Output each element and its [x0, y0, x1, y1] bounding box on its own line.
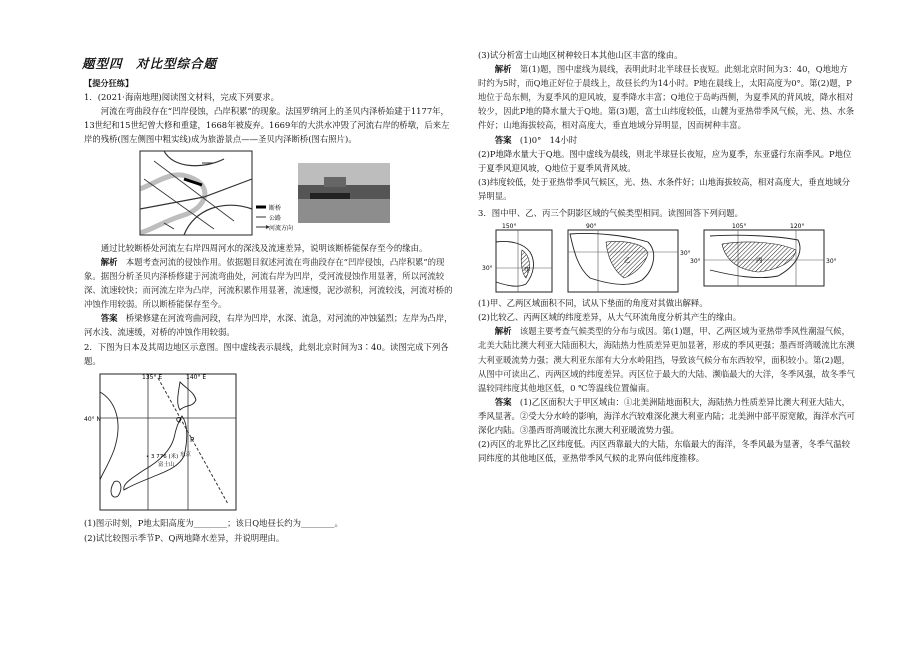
q1-ask: 通过比较断桥处河流左右岸四周河水的深浅及流速差异，说明该断桥能保存至今的缘由。	[100, 242, 428, 253]
q1-legend-label-1: 公路	[269, 214, 282, 222]
q3-jiexi: 该题主要考查气候类型的分布与成因。第(1)题，甲、乙两区域为亚热带季风性潮湿气候，北美大陆比澳大利亚大陆面积大，海陆热力性质差异更加显著，形成的季风更强；墨西哥湾暖流比东澳大利亚暖流势力强；澳大利亚东部有大分水岭阻挡，导致该气候分布东西较窄，面积较小。第(2)题，从图中可读出乙、丙两区域的纬度差异。丙区位于最大的大陆、濒临最大的大洋，冬季风强，故冬季气温较同纬度其他地区低，0 ℃等温线位置偏南。	[478, 326, 855, 393]
q2-label-40n: 40° N	[84, 416, 102, 424]
q2-answer1: (1)0° 14小时	[519, 134, 578, 145]
q3-label-30-d: 30°	[690, 258, 701, 266]
q3-label-bing: 丙	[756, 256, 763, 265]
q2-label-q: Q	[176, 416, 182, 425]
q3-answer1: (1)乙区面积大于甲区域由：①北美洲陆地面积大，海陆热力性质差异比澳大利亚大陆大，季风显著。②受大分水岭的影响，海洋水汽较难深化澳大利亚内陆；北美洲中部平原宽敞，海洋水汽可深化内陆。③墨西哥湾暖流比东澳大利亚暖流势力强。	[478, 396, 855, 435]
q1-answer-label: 答案	[100, 313, 118, 324]
q3-sub1: (1)甲、乙两区域面积不同，试从下垫面的角度对其做出解释。	[478, 298, 708, 309]
q2-sub1: (1)图示时刻，P地太阳高度为________；该日Q地昼长约为________。	[84, 518, 343, 529]
q3-answer-label: 答案	[494, 396, 512, 407]
q3-label-30-a: 30°	[482, 265, 493, 273]
q1-jiexi-label: 解析	[100, 256, 118, 267]
q3-label-30-b: 30°	[680, 250, 691, 258]
q3-label-30-c: 30°	[826, 258, 837, 266]
q1-figure	[84, 149, 456, 241]
q2-label-135e: 135° E	[142, 374, 163, 382]
q3-label-yi: 乙	[624, 256, 631, 265]
q2-answer3: (3)纬度较低，处于亚热带季风气候区，光、热、水条件好；山地海拔较高，相对高度大，垂直地域分异明显。	[478, 176, 850, 201]
q2-label-fuji: 富士山	[158, 462, 175, 469]
q1-figure-svg	[84, 149, 456, 241]
right-column	[478, 48, 856, 465]
q3-label-150: 150°	[502, 223, 517, 231]
q2-label-p: P	[190, 436, 195, 445]
q1-legend	[256, 207, 270, 229]
q2-sub3: (3)试分析富士山地区树种较日本其他山区丰富的缘由。	[478, 50, 683, 60]
q2-figure	[84, 370, 456, 516]
q2-stem: 2．下图为日本及其周边地区示意图。图中虚线表示晨线，此刻北京时间为3∶40。读图完成下列各题。	[84, 342, 449, 367]
q3-label-90: 90°	[586, 223, 597, 231]
q2-jiexi-label: 解析	[494, 64, 512, 75]
q3-jiexi-label: 解析	[494, 326, 512, 337]
section-tag: 【提分狂练】	[84, 78, 134, 89]
q2-jiexi: 第(1)题，图中虚线为晨线，表明此时北半球昼长夜短。此刻北京时间为3：40，Q地地方时约为5时，而Q地正好位于晨线上，故昼长约为14小时。P地在晨线上，太阳高度为0°。第(2)题，P地位于岛东侧，为夏季风的迎风坡，夏季降水丰富；Q地位于岛屿西侧，为夏季风的背风坡，降水相对较少，因此P地的降水量大于Q地。第(3)题，富士山纬度较低，山麓为亚热带季风气候，光、热、水条件好；山地海拔较高，相对高度大，垂直地域分异明显，因而树种丰富。	[478, 64, 855, 131]
q3-stem: 3．图中甲、乙、丙三个阴影区域的气候类型相同。读图回答下列问题。	[478, 208, 743, 219]
q1-jiexi: 本题考查河流的侵蚀作用。依据题目叙述河流在弯曲段存在“凹岸侵蚀，凸岸积累”的现象。据图分析圣贝内泽桥修建于河流弯曲处，河流右岸为凹岸，受河流侵蚀作用显著，所以河流较深、流速较快；而河流左岸为凸岸，河流积累作用显著，流速慢，泥沙淤积，河流较浅，河流对桥的冲蚀作用较弱。所以断桥能保存至今。	[84, 256, 453, 309]
q2-answer2: (2)P地降水量大于Q地。图中虚线为晨线，则北半球昼长夜短，应为夏季，东亚盛行东南季风。P地位于夏季风迎风坡，Q地位于夏季风背风坡。	[478, 148, 852, 173]
q2-map-svg	[84, 370, 456, 516]
q3-label-jia: 甲	[524, 266, 531, 275]
q3-label-105: 105°	[732, 223, 747, 231]
q1-bridge-photo	[298, 163, 390, 223]
q1-stem: 1．(2021·海南地理)阅读图文材料，完成下列要求。	[84, 92, 279, 103]
q1-answer: 桥梁修建在河流弯曲河段，右岸为凹岸，水深、流急，对河流的冲蚀猛烈；左岸为凸岸，河水浅、流速缓，对桥的冲蚀作用较弱。	[84, 313, 453, 338]
q2-label-tokyo: 东京	[180, 452, 192, 459]
q3-maps-svg	[478, 222, 856, 296]
q1-text: 河流在弯曲段存在“凹岸侵蚀，凸岸积累”的现象。法国罗纳河上的圣贝内泽桥始建于1177年，13世纪和15世纪曾大修和重建，1668年被废弃。1669年的大洪水冲毁了河流右岸的桥墩，后来左岸的残桥(图左侧图中粗实线)成为旅游景点——圣贝内泽断桥(图右照片)。	[84, 106, 450, 145]
q1-legend-label-0: 断桥	[269, 204, 282, 212]
q3-label-120: 120°	[790, 223, 805, 231]
q2-answer-label: 答案	[494, 134, 512, 145]
q3-figure	[478, 222, 856, 296]
q2-label-140e: 140° E	[186, 374, 207, 382]
left-column	[84, 0, 456, 545]
page-title: 题型四 对比型综合题	[82, 56, 218, 71]
q2-label-elevation: • 3 776 (米)	[146, 454, 179, 461]
q3-answer2: (2)丙区的北界比乙区纬度低。丙区西靠最大的大陆，东临最大的海洋，冬季风最为显著，冬季气温较同纬度的其他地区低，亚热带季风气候的北界向低纬度推移。	[478, 439, 850, 464]
q1-legend-label-2: 河流方向	[269, 224, 294, 232]
q2-map-frame	[100, 374, 236, 510]
q1-river-map	[140, 151, 252, 235]
q2-sub2: (2)试比较图示季节P、Q两地降水差异，并说明理由。	[84, 532, 285, 543]
q3-sub2: (2)比较乙、丙两区域的纬度差异，从大气环流角度分析其产生的缘由。	[478, 312, 742, 323]
